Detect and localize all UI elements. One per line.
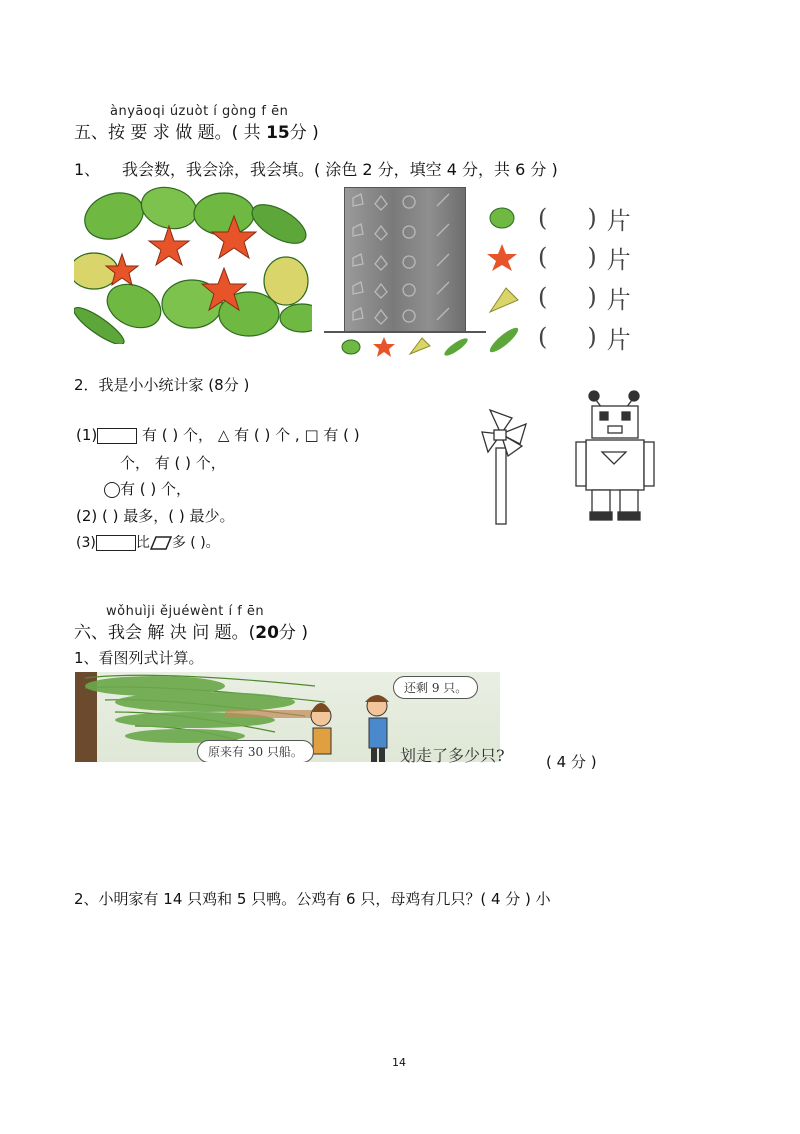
answer-row-4 <box>520 318 631 356</box>
q2-line3 <box>104 478 191 499</box>
q2-line1-square: □ 有 ( ) <box>304 426 360 444</box>
section5-pinyin: ànyāoqi úzuòt í gòng f ēn <box>110 104 289 119</box>
s6-q1-points: ( 4 分 ) <box>546 753 597 771</box>
answer-row-2 <box>520 238 631 276</box>
answer-paren-close: ) <box>587 323 597 351</box>
answer-unit: 片 <box>606 206 631 235</box>
counting-grid <box>344 187 466 332</box>
legend-maple-leaf-icon <box>373 337 395 357</box>
legend-ginkgo-leaf-icon <box>410 338 430 354</box>
legend-green-leaf-icon <box>342 340 360 354</box>
answer-paren-open: ( <box>538 283 548 311</box>
section5-title <box>74 118 319 143</box>
section6-pinyin: wǒhuìji ějuéwènt í f ēn <box>106 604 265 619</box>
circle-shape-icon <box>104 482 120 498</box>
answer-unit: 片 <box>606 245 631 274</box>
q2-line1-label: (1) <box>76 426 98 444</box>
willow-leaf-icon <box>487 325 521 356</box>
answer-row-3 <box>520 278 631 316</box>
q2-line5 <box>76 532 220 552</box>
answer-unit: 片 <box>606 325 631 354</box>
green-leaf-icon <box>490 208 514 228</box>
s6-q1-title: 1、看图列式计算。 <box>74 649 204 667</box>
section5-title-suffix: 分 ) <box>289 123 319 143</box>
grid-baseline <box>324 331 486 333</box>
q2-line2: 个， 有 ( ) 个， <box>120 454 226 472</box>
answer-paren-close: ) <box>587 204 597 232</box>
q2-title: 2．我是小小统计家 (8分 ) <box>74 376 250 394</box>
page-number: 14 <box>392 1056 406 1069</box>
handwritten-question: 划走了多少只? <box>400 746 505 765</box>
pinwheel-figure <box>478 404 548 528</box>
grid-legend-icons <box>338 334 473 360</box>
rectangle-shape-icon <box>97 428 137 444</box>
section5-title-prefix: 五、按 要 求 做 题。( 共 <box>74 123 267 143</box>
speech-bubble-right: 还剩 9 只。 <box>393 676 478 699</box>
answer-paren-close: ) <box>587 283 597 311</box>
speech-bubble-left: 原来有 30 只船。 <box>197 740 314 762</box>
answer-paren-close: ) <box>587 243 597 271</box>
answer-row-1 <box>520 199 631 237</box>
parallelogram-shape-icon <box>150 536 172 550</box>
answer-leaf-icons <box>484 200 524 360</box>
answer-unit: 片 <box>606 285 631 314</box>
maple-leaf-icon <box>487 244 517 271</box>
rectangle-shape-icon <box>96 535 136 551</box>
answer-paren-open: ( <box>538 323 548 351</box>
section6-title-prefix: 六、我会 解 决 问 题。( <box>74 623 256 643</box>
q2-line5-compare: 比 <box>135 535 150 551</box>
section6-title-suffix: 分 ) <box>278 623 308 643</box>
answer-paren-open: ( <box>538 243 548 271</box>
q1-label: 1、 <box>74 160 101 179</box>
section6-title <box>74 618 308 643</box>
q2-line5-more: 多 ( )。 <box>171 535 220 551</box>
section6-title-points: 20 <box>255 623 279 643</box>
q2-line4: (2) ( ) 最多，( ) 最少。 <box>76 507 235 525</box>
ginkgo-leaf-icon <box>490 288 518 312</box>
q2-line1 <box>76 424 360 445</box>
q2-line1-triangle: △ 有 ( ) 个 , <box>217 426 300 444</box>
robot-figure <box>572 388 658 524</box>
legend-willow-leaf-icon <box>442 336 470 359</box>
q2-line1-rect: 有 ( ) 个， <box>142 426 214 444</box>
answer-paren-open: ( <box>538 204 548 232</box>
q1-instructions: 我会数，我会涂，我会填。( 涂色 2 分，填空 4 分，共 6 分 ) <box>122 160 558 179</box>
leaf-cluster-image <box>74 186 312 344</box>
q2-line3-text: 有 ( ) 个， <box>120 480 192 498</box>
section5-title-points: 15 <box>266 123 290 143</box>
q2-line5-label: (3) <box>76 535 96 551</box>
counting-grid-ghost-icons <box>345 188 465 331</box>
s6-q2-text: 2、小明家有 14 只鸡和 5 只鸭。公鸡有 6 只，母鸡有几只？( 4 分 ) 小 <box>74 890 551 908</box>
